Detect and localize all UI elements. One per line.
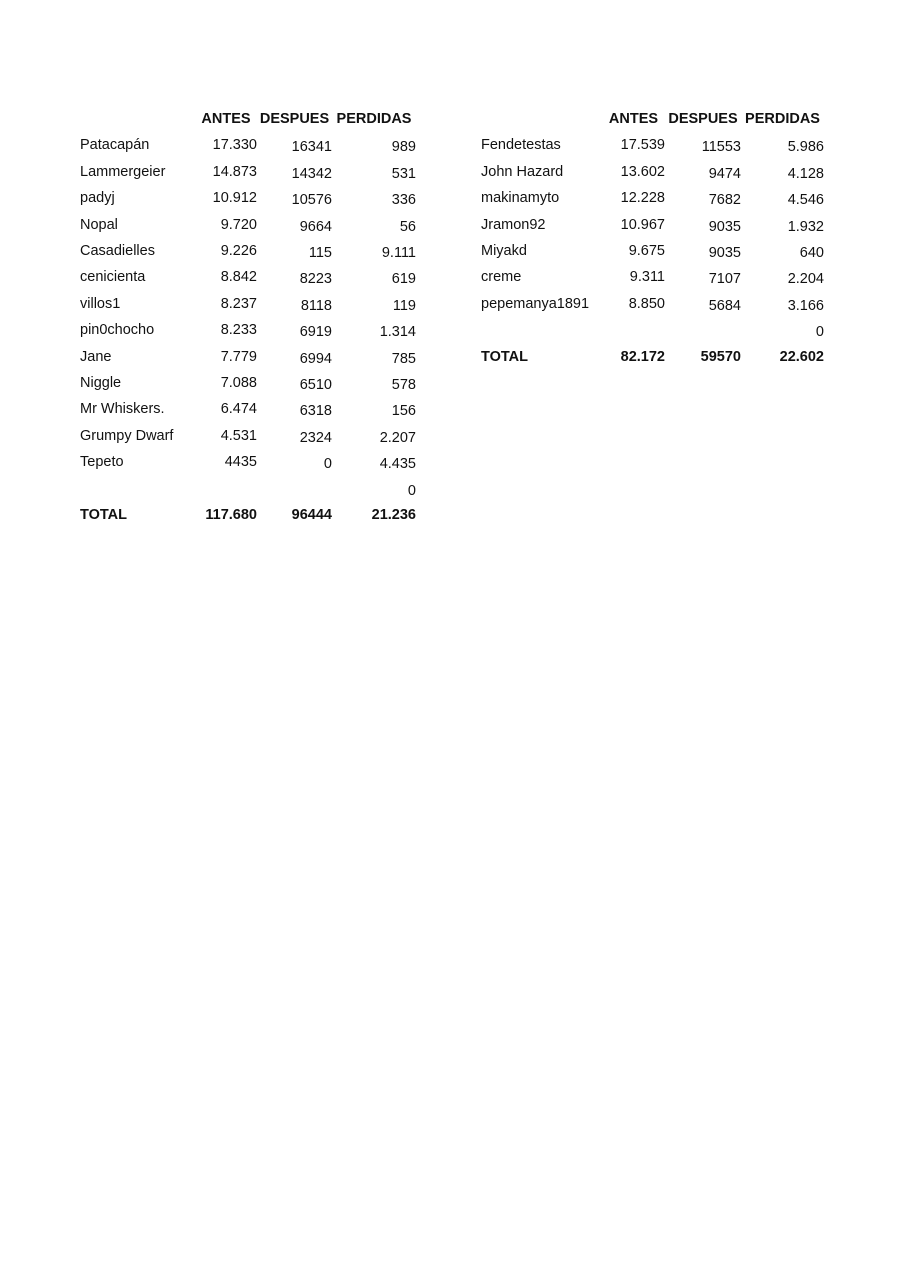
total-row (80, 502, 416, 528)
cell-antes: 4435 (224, 454, 257, 471)
total-despues: 59570 (700, 348, 741, 365)
cell-perdidas: 336 (391, 192, 416, 209)
cell-perdidas: 785 (391, 350, 416, 367)
cell-perdidas: 619 (391, 271, 416, 288)
table-row (80, 476, 416, 502)
cell-perdidas: 0 (815, 324, 824, 341)
cell-perdidas: 4.128 (787, 165, 824, 182)
header-antes: ANTES (608, 111, 659, 127)
cell-name: pepemanya1891 (481, 295, 590, 312)
table-row (481, 238, 824, 264)
cell-name: Fendetestas (481, 137, 561, 154)
cell-despues: 6994 (299, 350, 332, 367)
table-row (80, 291, 416, 317)
cell-name (481, 317, 602, 343)
header-antes: ANTES (201, 111, 251, 127)
cell-despues: 9035 (708, 245, 741, 262)
total-label: TOTAL (80, 507, 127, 524)
cell-despues: 8118 (300, 297, 332, 314)
table-row (80, 159, 416, 185)
table-row (481, 132, 824, 158)
table-row (80, 238, 416, 264)
cell-name: Tepeto (80, 454, 124, 471)
cell-perdidas: 0 (407, 482, 416, 499)
table-row (481, 291, 824, 317)
cell-despues: 11553 (701, 139, 741, 156)
cell-despues: 7682 (708, 192, 741, 209)
cell-perdidas: 5.986 (787, 139, 824, 156)
cell-despues: 7107 (708, 271, 741, 288)
cell-perdidas: 531 (391, 165, 416, 182)
table-row (481, 317, 824, 343)
cell-antes: 14.873 (212, 163, 257, 180)
total-label: TOTAL (481, 348, 528, 365)
cell-antes: 17.330 (212, 137, 257, 154)
cell-despues: 14342 (291, 165, 332, 182)
cell-despues (665, 319, 741, 345)
cell-antes: 8.850 (628, 295, 665, 312)
table-row (80, 449, 416, 475)
cell-name (80, 476, 195, 502)
cell-despues: 115 (308, 245, 332, 262)
cell-perdidas: 4.435 (379, 456, 416, 473)
cell-perdidas: 989 (391, 139, 416, 156)
cell-antes: 4.531 (220, 427, 257, 444)
table-row (481, 212, 824, 238)
table-row (80, 264, 416, 290)
cell-name: Nopal (80, 216, 118, 233)
cell-antes: 7.779 (220, 348, 257, 365)
cell-name: Grumpy Dwarf (80, 427, 174, 444)
cell-despues: 8223 (299, 271, 332, 288)
cell-perdidas: 119 (392, 297, 416, 314)
header-perdidas: PERDIDAS (336, 111, 412, 127)
cell-name: John Hazard (481, 163, 564, 180)
table-row (481, 264, 824, 290)
cell-antes: 9.720 (220, 216, 257, 233)
header-name (80, 106, 195, 132)
cell-name: makinamyto (481, 190, 560, 207)
cell-antes: 8.237 (220, 295, 257, 312)
cell-perdidas: 640 (799, 245, 824, 262)
table-row (80, 344, 416, 370)
cell-perdidas: 3.166 (787, 297, 824, 314)
cell-antes: 7.088 (220, 375, 257, 392)
table-row (80, 423, 416, 449)
cell-despues: 2324 (299, 429, 332, 446)
cell-despues: 9664 (299, 218, 332, 235)
header-row (481, 106, 824, 132)
table-row (80, 132, 416, 158)
table-row (481, 159, 824, 185)
cell-perdidas: 578 (391, 377, 416, 394)
cell-despues: 10576 (291, 192, 332, 209)
cell-name: Miyakd (481, 243, 527, 260)
cell-despues: 6919 (299, 324, 332, 341)
total-row (481, 344, 824, 370)
cell-antes: 17.539 (620, 137, 665, 154)
cell-name: pin0chocho (80, 322, 155, 339)
cell-perdidas: 56 (399, 218, 416, 235)
total-despues: 96444 (291, 507, 332, 524)
cell-name: cenicienta (80, 269, 146, 286)
cell-name: padyj (80, 190, 115, 207)
cell-perdidas: 4.546 (787, 192, 824, 209)
cell-despues (257, 478, 332, 504)
cell-antes: 9.226 (220, 243, 257, 260)
cell-name: creme (481, 269, 522, 286)
cell-perdidas: 1.314 (379, 324, 416, 341)
total-perdidas: 21.236 (371, 507, 416, 524)
cell-antes: 10.912 (212, 190, 257, 207)
table-row (80, 317, 416, 343)
cell-perdidas: 2.204 (787, 271, 824, 288)
cell-despues: 9474 (708, 165, 741, 182)
cell-antes: 8.842 (220, 269, 257, 286)
header-perdidas: PERDIDAS (745, 111, 820, 127)
cell-perdidas: 1.932 (787, 218, 824, 235)
cell-name: Casadielles (80, 243, 155, 260)
total-antes: 82.172 (620, 348, 665, 365)
table-row (80, 370, 416, 396)
cell-despues: 0 (323, 456, 332, 473)
header-name (481, 106, 602, 132)
cell-antes (195, 476, 257, 502)
left-table (80, 106, 416, 529)
header-row (80, 106, 416, 132)
cell-name: Mr Whiskers. (80, 401, 165, 418)
right-table (481, 106, 824, 370)
cell-despues: 5684 (708, 297, 741, 314)
table-row (80, 396, 416, 422)
header-despues: DESPUES (259, 111, 330, 127)
cell-name: Lammergeier (80, 163, 166, 180)
cell-despues: 16341 (291, 139, 332, 156)
cell-antes: 13.602 (620, 163, 665, 180)
header-despues: DESPUES (668, 111, 738, 127)
table-row (80, 212, 416, 238)
cell-antes: 12.228 (620, 190, 665, 207)
cell-antes (602, 317, 665, 343)
cell-name: Jane (80, 348, 112, 365)
cell-despues: 6510 (299, 377, 332, 394)
cell-perdidas: 9.111 (381, 245, 416, 262)
cell-antes: 9.675 (628, 243, 665, 260)
cell-perdidas: 2.207 (379, 429, 416, 446)
cell-name: Patacapán (80, 137, 150, 154)
cell-antes: 9.311 (629, 269, 665, 286)
cell-antes: 10.967 (620, 216, 665, 233)
cell-despues: 9035 (708, 218, 741, 235)
cell-name: Niggle (80, 375, 122, 392)
table-row (481, 185, 824, 211)
total-antes: 117.680 (205, 507, 257, 524)
cell-name: villos1 (80, 295, 121, 312)
cell-antes: 6.474 (220, 401, 257, 418)
cell-antes: 8.233 (220, 322, 257, 339)
cell-name: Jramon92 (481, 216, 546, 233)
cell-despues: 6318 (299, 403, 332, 420)
total-perdidas: 22.602 (779, 348, 824, 365)
cell-perdidas: 156 (391, 403, 416, 420)
table-row (80, 185, 416, 211)
